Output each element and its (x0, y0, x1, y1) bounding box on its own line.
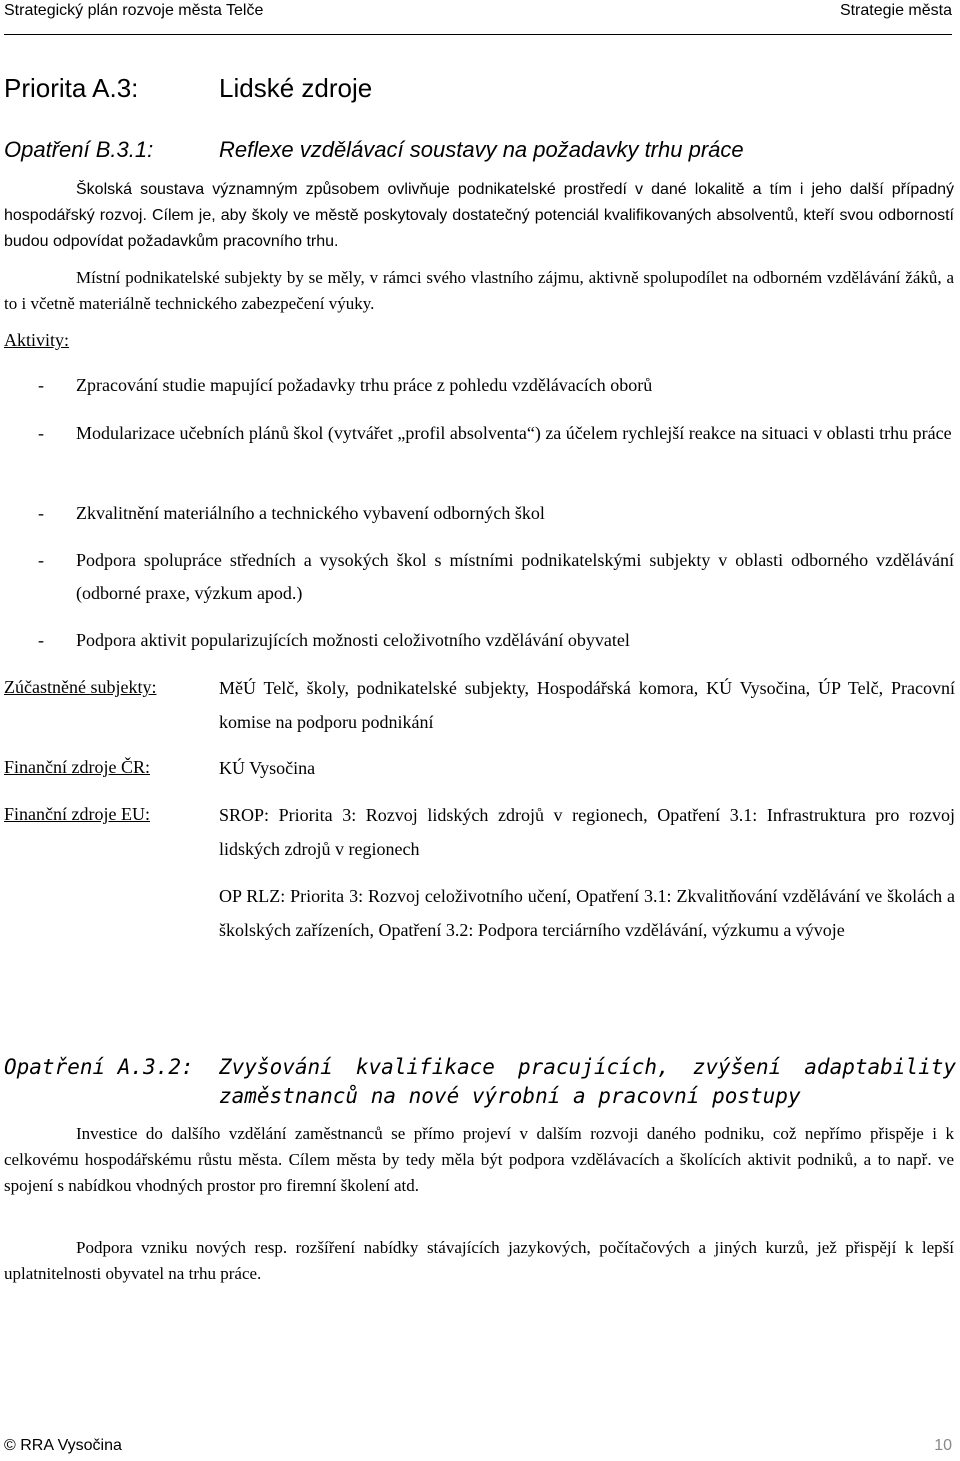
activity-text: Zpracování studie mapující požadavky trhu práce z pohledu vzdělávacích oborů (76, 375, 653, 395)
page-footer (4, 1427, 952, 1457)
activity-text: Podpora aktivit popularizujících možnosti celoživotního vzdělávání obyvatel (76, 630, 630, 650)
measure-1-heading (4, 137, 744, 163)
header-document-title: Strategický plán rozvoje města Telče (4, 2, 264, 19)
measure-2-number: Opatření A.3.2: (4, 1055, 194, 1079)
measure-1-title: Reflexe vzdělávací soustavy na požadavky trhu práce (219, 137, 744, 162)
priority-title: Lidské zdroje (219, 73, 373, 103)
fund-eu-label: Finanční zdroje EU: (4, 804, 150, 824)
activity-item (38, 369, 954, 402)
subjects-label: Zúčastněné subjekty: (4, 677, 157, 697)
measure-1-intro: Školská soustava významným způsobem ovlivňuje podnikatelské prostředí v dané lokalitě a tím i jeho další případný hospodářský rozvoj. Cílem je, aby školy ve městě poskytovaly dostatečný potenciál kvalifikovaných absolventů, kteří svou odborností budou odpovídat požadavkům pracovního trhu. (4, 181, 954, 250)
fund-eu-oprlz: OP RLZ: Priorita 3: Rozvoj celoživotního učení, Opatření 3.1: Zkvalitňování vzdělávání ve školách a školských zařízeních, Opatření 3.2: Podpora terciárního vzdělávání, výzkumu a vývoje (219, 886, 955, 940)
measure-2-paragraph-2: Podpora vzniku nových resp. rozšíření nabídky stávajících jazykových, počítačových a jiných kurzů, jež přispějí k lepší uplatnitelnosti obyvatel na trhu práce. (4, 1238, 954, 1283)
list-dash: - (38, 630, 44, 650)
activities-label: Aktivity: (4, 330, 70, 350)
fund-cr-label: Finanční zdroje ČR: (4, 757, 150, 777)
page-number: 10 (934, 1437, 952, 1454)
priority-heading (4, 73, 372, 104)
measure-2-paragraph-1: Investice do dalšího vzdělání zaměstnanců se přímo projeví v dalším rozvoji daného podniku, což nepřímo přispěje i k celkovému hospodářskému růstu města. Cílem města by tedy měla být podpora vzdělávacích a školících aktivit podniků, a to např. ve spojení s nabídkou vhodných prostor pro firemní školení atd. (4, 1124, 954, 1195)
list-dash: - (38, 423, 44, 443)
list-dash: - (38, 550, 44, 570)
activity-item (38, 544, 954, 610)
activity-item (38, 624, 954, 657)
priority-number: Priorita A.3: (4, 73, 139, 103)
measure-1-number: Opatření B.3.1: (4, 137, 154, 162)
list-dash: - (38, 375, 44, 395)
header-section-title: Strategie města (839, 2, 952, 19)
list-dash: - (38, 503, 44, 523)
activity-item (38, 497, 954, 530)
footer-copyright: © RRA Vysočina (4, 1437, 122, 1454)
subjects-value: MěÚ Telč, školy, podnikatelské subjekty, Hospodářská komora, KÚ Vysočina, ÚP Telč, Pracovní komise na podporu podnikání (219, 678, 955, 732)
activity-text: Podpora spolupráce středních a vysokých škol s místními podnikatelskými subjekty v oblasti odborného vzdělávání (odborné praxe, výzkum apod.) (76, 550, 954, 603)
activity-text: Modularizace učebních plánů škol (vytvářet „profil absolventa“) za účelem rychlejší reakce na situaci v oblasti trhu práce (76, 423, 952, 443)
running-header (4, 0, 952, 35)
fund-eu-srop: SROP: Priorita 3: Rozvoj lidských zdrojů v regionech, Opatření 3.1: Infrastruktura pro rozvoj lidských zdrojů v regionech (219, 805, 955, 859)
measure-1-paragraph-2: Místní podnikatelské subjekty by se měly, v rámci svého vlastního zájmu, aktivně spolupodílet na odborném vzdělávání žáků, a to i včetně materiálně technického zabezpečení výuky. (4, 268, 954, 313)
activity-item (38, 417, 954, 450)
activity-text: Zkvalitnění materiálního a technického vybavení odborných škol (76, 503, 545, 523)
measure-2-title: Zvyšování kvalifikace pracujících, zvýšení adaptability zaměstnanců na nové výrobní a pracovní postupy (219, 1055, 956, 1108)
fund-cr-value: KÚ Vysočina (219, 758, 316, 778)
